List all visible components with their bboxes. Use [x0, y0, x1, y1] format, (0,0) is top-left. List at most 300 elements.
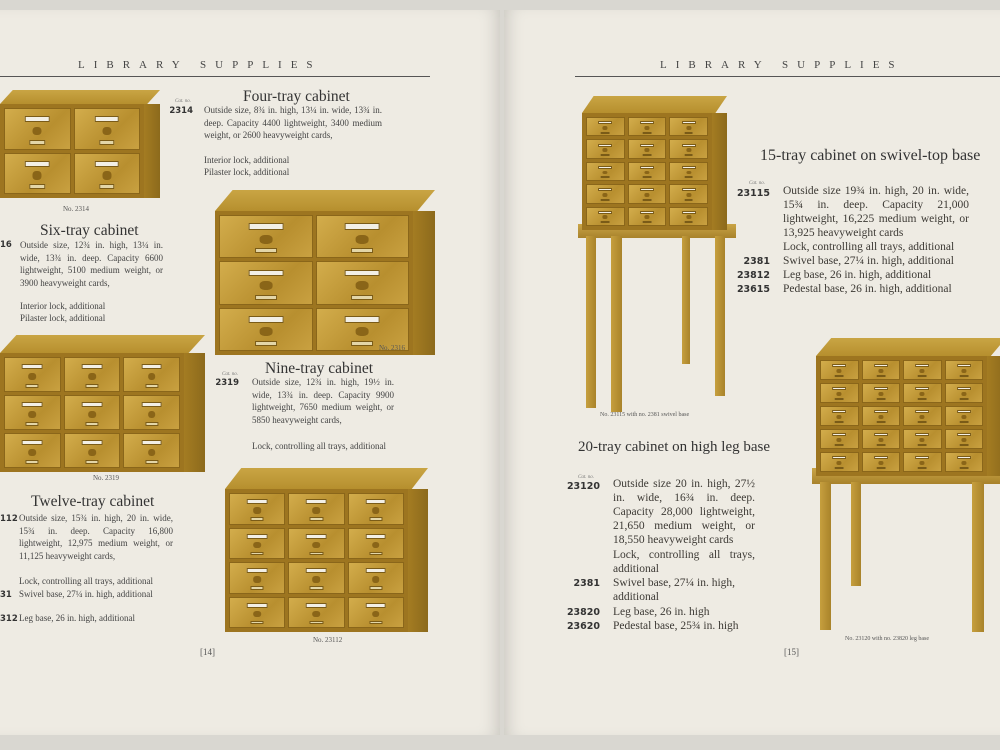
drawer: [903, 406, 942, 426]
drawer-lock: [601, 154, 610, 156]
drawer-lock: [26, 384, 39, 388]
label-holder: [957, 364, 971, 367]
drawer: [862, 360, 901, 380]
label-holder: [365, 534, 386, 539]
drawer: [123, 433, 180, 468]
drawer-pull: [253, 611, 261, 617]
label-holder: [832, 433, 846, 436]
drawer: [586, 139, 625, 158]
drawer: [669, 184, 708, 203]
drawer-pull: [356, 327, 369, 336]
drawer-pull: [837, 392, 842, 396]
extra-line: Pedestal base, 25¾ in. high: [613, 620, 739, 632]
label-holder: [598, 121, 612, 124]
label-holder: [832, 364, 846, 367]
drawer: [586, 117, 625, 136]
drawer-pull: [878, 415, 883, 419]
drawer: [945, 383, 984, 403]
cat-number: 2381: [743, 256, 770, 267]
drawer-pull: [961, 369, 966, 373]
drawer: [219, 261, 313, 304]
drawer-lock: [835, 398, 844, 400]
drawer-pull: [259, 235, 272, 244]
drawer: [628, 184, 667, 203]
drawer-pull: [961, 438, 966, 442]
drawer-lock: [351, 248, 373, 253]
caption: No. 2314: [63, 205, 90, 213]
extra-line: Lock, controlling all trays, additional: [783, 241, 955, 253]
label-holder: [22, 364, 43, 369]
cabinet-top: [225, 468, 428, 489]
drawer-lock: [251, 552, 264, 556]
label-holder: [957, 387, 971, 390]
drawer-lock: [643, 154, 652, 156]
stand-leg: [611, 236, 622, 412]
drawer-pull: [686, 193, 691, 197]
cat-number: 23115: [736, 188, 770, 199]
cat-number: 112: [0, 514, 18, 524]
section-title: Twelve-tray cabinet: [31, 493, 155, 510]
drawer: [348, 562, 404, 594]
label-holder: [25, 161, 50, 167]
drawer: [4, 153, 71, 195]
twelve-tray-cabinet-image: [225, 468, 428, 632]
drawer-lock: [255, 341, 277, 346]
drawer-pull: [33, 171, 42, 180]
drawer-lock: [85, 384, 98, 388]
drawer-pull: [686, 148, 691, 152]
label-holder: [874, 387, 888, 390]
label-holder: [306, 534, 327, 539]
drawer-pull: [644, 215, 649, 219]
base-leg: [972, 482, 984, 632]
label-holder: [915, 410, 929, 413]
drawer-pull: [920, 369, 925, 373]
drawer: [903, 360, 942, 380]
stand-leg: [586, 236, 596, 408]
extra-line: Pilaster lock, additional: [204, 167, 290, 177]
label-holder: [248, 316, 283, 323]
label-holder: [874, 456, 888, 459]
drawer: [4, 357, 61, 392]
label-holder: [306, 568, 327, 573]
cat-label: Cat. no.: [175, 99, 191, 104]
drawer-pull: [88, 373, 96, 380]
drawer-lock: [351, 295, 373, 300]
label-holder: [682, 121, 696, 124]
drawer-lock: [601, 176, 610, 178]
drawer-lock: [145, 422, 158, 426]
nine-tray-cabinet-image: [0, 335, 205, 472]
drawer-pull: [603, 193, 608, 197]
drawer-pull: [878, 369, 883, 373]
drawer-pull: [603, 171, 608, 175]
drawer-lock: [85, 422, 98, 426]
description: Outside size 20 in. high, 27½ in. wide, 16¾ in. deep. Capacity 28,000 lightweight, 21,650 medium weight, or 18,550 heavyweight cards: [613, 478, 755, 547]
drawer-pull: [837, 369, 842, 373]
drawer: [669, 207, 708, 226]
drawer-pull: [372, 507, 380, 513]
left-page: [0, 10, 500, 735]
description: Outside size 19¾ in. high, 20 in. wide, 15¾ in. deep. Capacity 21,000 lightweight, 16,225 medium weight, or 13,925 heavyweight cards: [783, 185, 969, 240]
drawer-lock: [251, 621, 264, 625]
drawer: [288, 493, 344, 525]
cabinet-side: [712, 113, 727, 230]
cabinet-top: [0, 90, 160, 104]
cat-number: 23812: [736, 270, 770, 281]
drawer-lock: [835, 467, 844, 469]
drawer: [669, 162, 708, 181]
label-holder: [248, 223, 283, 230]
drawer: [945, 429, 984, 449]
drawer-lock: [369, 586, 382, 590]
drawer-pull: [259, 281, 272, 290]
drawer-lock: [145, 460, 158, 464]
header-rule: [575, 76, 1000, 77]
label-holder: [598, 144, 612, 147]
cat-number: 2319: [215, 378, 239, 388]
drawer-pull: [920, 415, 925, 419]
caption: No. 23120 with no. 23820 leg base: [845, 636, 929, 642]
drawer: [288, 562, 344, 594]
label-holder: [365, 568, 386, 573]
drawer-pull: [29, 411, 37, 418]
drawer-pull: [837, 415, 842, 419]
drawer: [945, 360, 984, 380]
drawer: [229, 597, 285, 629]
page-number: [15]: [784, 647, 799, 657]
drawer-lock: [918, 467, 927, 469]
drawer: [628, 207, 667, 226]
drawer-lock: [251, 517, 264, 521]
stand-leg: [682, 236, 690, 364]
drawer: [628, 117, 667, 136]
section-title: 20-tray cabinet on high leg base: [578, 439, 771, 455]
extra-line: Leg base, 26 in. high, additional: [783, 269, 932, 281]
cabinet-top: [215, 190, 435, 211]
drawer-pull: [961, 392, 966, 396]
drawer-pull: [102, 127, 111, 136]
running-header: LIBRARY SUPPLIES: [660, 59, 904, 71]
label-holder: [247, 603, 268, 608]
extra-line: Swivel base, 27¼ in. high, additional: [19, 589, 153, 599]
drawer: [316, 261, 410, 304]
drawer-pull: [253, 542, 261, 548]
label-holder: [345, 316, 380, 323]
section-title: Four-tray cabinet: [243, 88, 350, 105]
label-holder: [640, 211, 654, 214]
drawer: [862, 452, 901, 472]
drawer: [862, 383, 901, 403]
drawer-lock: [684, 221, 693, 223]
drawer: [586, 184, 625, 203]
label-holder: [640, 166, 654, 169]
cabinet-top: [0, 335, 205, 353]
caption: No. 23112: [313, 636, 343, 644]
label-holder: [141, 402, 162, 407]
drawer-lock: [30, 140, 45, 145]
drawer-lock: [959, 398, 968, 400]
cat-number: 2381: [573, 578, 600, 589]
drawer-lock: [310, 552, 323, 556]
drawer-pull: [148, 411, 156, 418]
running-header: LIBRARY SUPPLIES: [78, 59, 322, 71]
drawer-pull: [29, 449, 37, 456]
drawer: [64, 433, 121, 468]
drawer-lock: [918, 398, 927, 400]
cabinet-front: [816, 356, 987, 476]
drawer: [229, 528, 285, 560]
description: Outside size, 12¾ in. high, 19½ in. wide, 13¾ in. deep. Capacity 9900 lightweight, 7650 medium weight, or 5850 heavyweight cards,: [252, 377, 394, 425]
cat-number: 2314: [169, 106, 193, 116]
drawer-lock: [959, 467, 968, 469]
drawer: [669, 139, 708, 158]
drawer-pull: [102, 171, 111, 180]
drawer-pull: [878, 461, 883, 465]
drawer-pull: [313, 542, 321, 548]
drawer-lock: [26, 422, 39, 426]
extra-line: Interior lock, additional: [20, 301, 106, 311]
caption: No. 23115 with no. 2381 swivel base: [600, 412, 690, 418]
cat-number: 312: [0, 614, 18, 624]
drawer: [903, 452, 942, 472]
drawer: [288, 597, 344, 629]
drawer: [903, 429, 942, 449]
drawer-lock: [876, 375, 885, 377]
drawer: [123, 357, 180, 392]
drawer: [348, 528, 404, 560]
drawer: [219, 215, 313, 258]
drawer-pull: [920, 438, 925, 442]
drawer-pull: [878, 392, 883, 396]
drawer-lock: [959, 375, 968, 377]
drawer: [862, 429, 901, 449]
label-holder: [247, 499, 268, 504]
drawer-pull: [878, 438, 883, 442]
drawer-lock: [310, 586, 323, 590]
drawer: [123, 395, 180, 430]
label-holder: [832, 456, 846, 459]
drawer-pull: [88, 411, 96, 418]
label-holder: [82, 402, 103, 407]
drawer-pull: [372, 542, 380, 548]
fifteen-tray-cabinet-image: [582, 96, 727, 230]
drawer-lock: [26, 460, 39, 464]
drawer-lock: [643, 221, 652, 223]
drawer-pull: [686, 215, 691, 219]
drawer-pull: [603, 148, 608, 152]
drawer-lock: [310, 517, 323, 521]
label-holder: [141, 364, 162, 369]
drawer-pull: [372, 576, 380, 582]
drawer: [820, 360, 859, 380]
cabinet-top: [816, 338, 1000, 356]
drawer-lock: [876, 398, 885, 400]
label-holder: [365, 603, 386, 608]
label-holder: [247, 534, 268, 539]
drawer-pull: [837, 438, 842, 442]
label-holder: [345, 223, 380, 230]
drawer: [316, 215, 410, 258]
drawer: [820, 429, 859, 449]
label-holder: [957, 410, 971, 413]
cabinet-front: [0, 353, 184, 472]
drawer-lock: [255, 295, 277, 300]
cat-label: Cat. no.: [749, 181, 765, 186]
drawer-pull: [644, 193, 649, 197]
drawer-lock: [918, 375, 927, 377]
label-holder: [141, 440, 162, 445]
label-holder: [598, 188, 612, 191]
cat-label: Cat. no.: [578, 475, 594, 480]
drawer: [862, 406, 901, 426]
drawer-pull: [33, 127, 42, 136]
drawer: [229, 562, 285, 594]
cabinet-front: [215, 211, 413, 355]
drawer-lock: [684, 199, 693, 201]
drawer: [586, 207, 625, 226]
cat-number: 23615: [736, 284, 770, 295]
page-number: [14]: [200, 647, 215, 657]
drawer-lock: [835, 421, 844, 423]
caption: No. 2316: [379, 344, 406, 352]
label-holder: [682, 166, 696, 169]
drawer: [4, 395, 61, 430]
drawer-pull: [644, 126, 649, 130]
cat-number: 23120: [566, 481, 600, 492]
cat-number: 23620: [566, 621, 600, 632]
cabinet-side: [987, 356, 1000, 476]
drawer: [219, 308, 313, 351]
label-holder: [247, 568, 268, 573]
drawer: [945, 452, 984, 472]
drawer-lock: [918, 421, 927, 423]
drawer-pull: [253, 576, 261, 582]
right-page: [504, 10, 1000, 735]
drawer-lock: [876, 421, 885, 423]
drawer-lock: [351, 341, 373, 346]
label-holder: [345, 270, 380, 277]
drawer-pull: [961, 415, 966, 419]
description: Outside size, 15¾ in. high, 20 in. wide, 15¾ in. deep. Capacity 16,800 lightweight, 12,975 medium weight, or 11,125 heavyweight cards,: [19, 513, 173, 561]
extra-line: Lock, controlling all trays, additional: [252, 441, 386, 451]
drawer-lock: [684, 176, 693, 178]
label-holder: [95, 116, 120, 122]
drawer-lock: [145, 384, 158, 388]
drawer-lock: [369, 621, 382, 625]
drawer-lock: [876, 444, 885, 446]
cabinet-front: [582, 113, 712, 230]
drawer-lock: [876, 467, 885, 469]
drawer: [586, 162, 625, 181]
label-holder: [915, 387, 929, 390]
label-holder: [915, 456, 929, 459]
drawer-pull: [686, 126, 691, 130]
section-title: Six-tray cabinet: [40, 222, 139, 239]
drawer: [820, 406, 859, 426]
label-holder: [682, 211, 696, 214]
drawer-pull: [920, 461, 925, 465]
drawer-lock: [255, 248, 277, 253]
label-holder: [640, 188, 654, 191]
label-holder: [682, 188, 696, 191]
label-holder: [640, 121, 654, 124]
extra-line: Swivel base, 27¼ in. high, additional: [783, 255, 954, 267]
drawer-pull: [356, 235, 369, 244]
cabinet-side: [408, 489, 428, 632]
drawer-pull: [837, 461, 842, 465]
drawer-pull: [603, 215, 608, 219]
drawer: [820, 383, 859, 403]
cabinet-front: [225, 489, 408, 632]
drawer-pull: [920, 392, 925, 396]
drawer-pull: [148, 449, 156, 456]
drawer-lock: [601, 221, 610, 223]
drawer-pull: [372, 611, 380, 617]
extra-line: Lock, controlling all trays, additional: [19, 576, 153, 586]
cabinet-front: [0, 104, 144, 198]
label-holder: [248, 270, 283, 277]
drawer-lock: [601, 132, 610, 134]
section-title: Nine-tray cabinet: [265, 360, 374, 377]
extra-line: Swivel base, 27¼ in. high, additional: [613, 577, 736, 604]
label-holder: [874, 364, 888, 367]
drawer-lock: [643, 132, 652, 134]
section-title: 15-tray cabinet on swivel-top base: [760, 147, 981, 164]
extra-line: Leg base, 26 in. high: [613, 606, 710, 618]
label-holder: [365, 499, 386, 504]
cabinet-top: [582, 96, 727, 113]
header-rule: [0, 76, 430, 77]
drawer: [74, 153, 141, 195]
drawer: [628, 139, 667, 158]
drawer-pull: [603, 126, 608, 130]
drawer-lock: [30, 184, 45, 189]
extra-line: Leg base, 26 in. high, additional: [19, 613, 135, 623]
label-holder: [957, 433, 971, 436]
drawer: [669, 117, 708, 136]
drawer: [820, 452, 859, 472]
cat-number: 16: [0, 240, 12, 250]
label-holder: [598, 166, 612, 169]
label-holder: [915, 364, 929, 367]
drawer-lock: [643, 176, 652, 178]
drawer-lock: [835, 375, 844, 377]
drawer-lock: [684, 132, 693, 134]
drawer: [4, 108, 71, 150]
six-tray-cabinet-image: [215, 190, 435, 355]
label-holder: [598, 211, 612, 214]
drawer: [628, 162, 667, 181]
label-holder: [25, 116, 50, 122]
cabinet-side: [144, 104, 160, 198]
label-holder: [22, 402, 43, 407]
label-holder: [874, 433, 888, 436]
drawer-lock: [835, 444, 844, 446]
drawer-pull: [644, 148, 649, 152]
drawer-pull: [686, 171, 691, 175]
label-holder: [832, 410, 846, 413]
cabinet-side: [413, 211, 435, 355]
drawer-lock: [310, 621, 323, 625]
label-holder: [832, 387, 846, 390]
drawer-pull: [644, 171, 649, 175]
drawer-lock: [643, 199, 652, 201]
drawer: [229, 493, 285, 525]
label-holder: [640, 144, 654, 147]
drawer-lock: [99, 184, 114, 189]
drawer-pull: [313, 576, 321, 582]
